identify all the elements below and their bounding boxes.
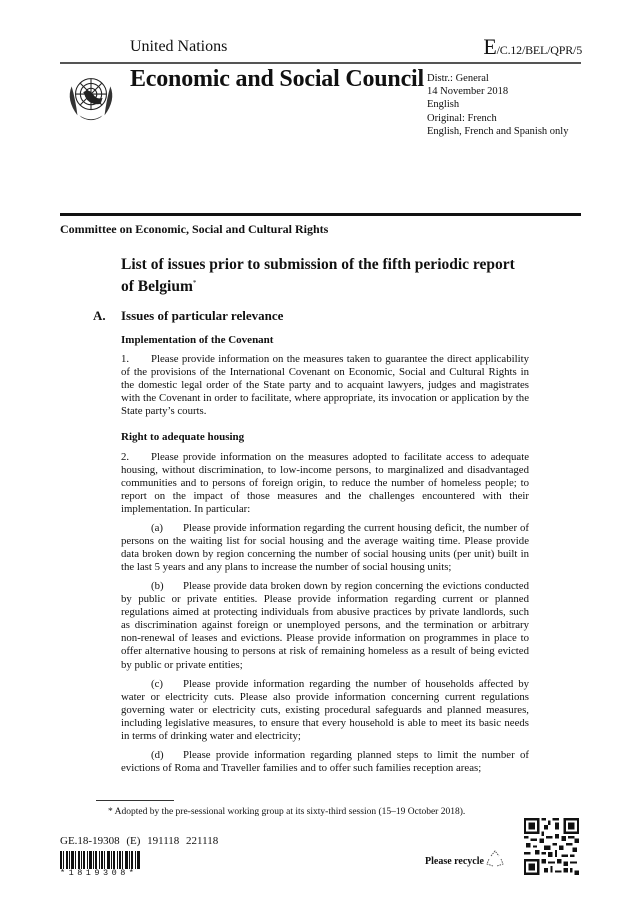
- barcode-icon: [60, 851, 140, 869]
- item-label: (b): [151, 580, 164, 592]
- original-language: Original: French: [427, 112, 497, 124]
- title-footnote-mark[interactable]: *: [192, 279, 197, 287]
- item-text: Please provide information regarding the number of households affected by water or electricity cuts. Please also provide information concerning current regulations governing water or electricity cuts, existing procedural safeguards and planned measures, including legislative measures, to ensure that every household is able to meet its basic needs in terms of drinking water and electricity;: [121, 678, 529, 743]
- language: English: [427, 99, 460, 111]
- list-item-a: [121, 522, 529, 574]
- document-meta: [427, 72, 568, 138]
- list-item-c: [121, 678, 529, 743]
- paragraph-2: [121, 451, 529, 516]
- footnote-rule: [96, 800, 174, 801]
- paragraph-1: [121, 353, 529, 418]
- item-text: Please provide information regarding planned steps to limit the number of evictions of Roma and Traveller families and to offer such families reception areas;: [121, 749, 529, 775]
- symbol-prefix: E: [483, 34, 497, 59]
- symbol-rest: /C.12/BEL/QPR/5: [496, 43, 582, 57]
- item-label: (d): [151, 749, 164, 761]
- section-rule: [60, 213, 581, 216]
- subsection-heading-covenant: Implementation of the Covenant: [121, 334, 274, 346]
- subsection-heading-housing: Right to adequate housing: [121, 431, 245, 443]
- list-item-d: [121, 749, 529, 775]
- title-line-2: of Belgium: [121, 278, 193, 296]
- un-emblem-icon: [62, 67, 120, 125]
- qr-code-icon: [524, 818, 579, 875]
- paragraph-number: 1.: [121, 353, 130, 365]
- paragraph-text: Please provide information on the measures taken to guarantee the direct applicability of the provisions of the International Covenant on Economic, Social and Cultural Rights in the domestic legal order of the State party and to acquaint lawyers, judges and magistrates with the Covenant in order to facilitate, where appropriate, its invocation or application by the State party’s courts.: [121, 353, 529, 418]
- item-label: (c): [151, 678, 163, 690]
- committee-name: Committee on Economic, Social and Cultural Rights: [60, 222, 329, 236]
- title-line-1: List of issues prior to submission of the fifth periodic report: [121, 256, 515, 273]
- languages-only: English, French and Spanish only: [427, 125, 569, 137]
- header-rule: [60, 62, 581, 64]
- item-text: Please provide data broken down by region concerning the evictions conducted by public or private entities. Please provide information regarding current or planned regulations aimed at protecting individuals from abusive practices by private landlords, such as discrimination against foreign or unemployed persons, and the termination or arbitrary non-renewal of leases and evictions. Please provide information on programmes in place to offer alternative housing to persons at risk of remaining homeless as a result of being evicted by public or private entities;: [121, 580, 529, 671]
- list-item-b: [121, 580, 529, 672]
- item-label: (a): [151, 522, 163, 534]
- organization-name: United Nations: [130, 38, 228, 55]
- recycle-icon: [484, 848, 506, 870]
- footnote: * Adopted by the pre-sessional working group at its sixty-third session (15–19 October 2018).: [108, 807, 466, 817]
- paragraph-number: 2.: [121, 451, 130, 463]
- document-title: [121, 256, 521, 296]
- section-title: Issues of particular relevance: [121, 308, 284, 323]
- date: 14 November 2018: [427, 86, 509, 98]
- recycle-label: Please recycle: [425, 856, 484, 867]
- section-letter: A.: [93, 308, 106, 323]
- job-number: GE.18-19308 (E) 191118 221118: [60, 835, 219, 847]
- barcode-text: *1819308*: [60, 868, 138, 878]
- council-name: Economic and Social Council: [130, 66, 424, 92]
- item-text: Please provide information regarding the current housing deficit, the number of persons on the waiting list for social housing and the average waiting time. Please provide data broken down by region concerning the number of social housing units (per unit) built in the last 5 years and any plans to increase the number of social housing units;: [121, 522, 529, 574]
- paragraph-text: Please provide information on the measures adopted to facilitate access to adequate housing, without discrimination, to low-income persons, to marginalized and disadvantaged communities and to persons of foreign origin, to reduce the number of homeless people; to report on the impact of those measures and the challenges encountered with their implementation. In particular:: [121, 451, 529, 516]
- document-symbol: [483, 34, 582, 60]
- distribution: Distr.: General: [427, 73, 489, 84]
